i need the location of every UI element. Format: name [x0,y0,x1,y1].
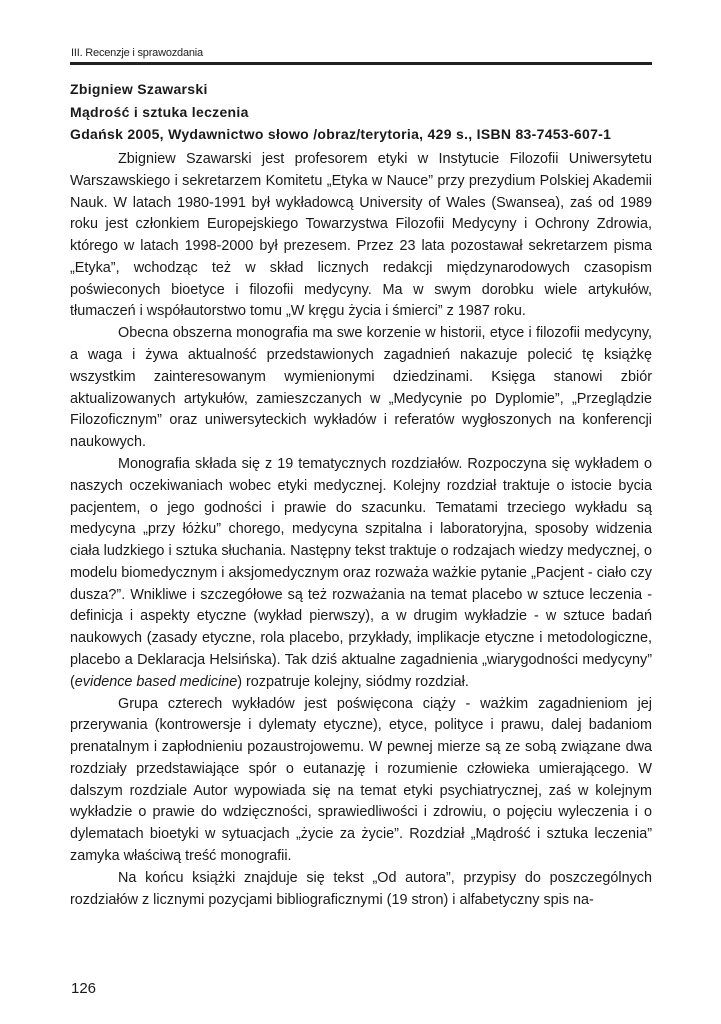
paragraph-chapters-overview [70,454,652,694]
page-number: 126 [71,980,97,997]
running-head: III. Recenzje i sprawozdania [71,47,203,59]
book-title: Mądrość i sztuka leczenia [70,103,249,120]
book-author: Zbigniew Szawarski [70,81,208,97]
paragraph-author-bio: Zbigniew Szawarski jest profesorem etyki w Instytucie Filozofii Uniwersytetu Warszawskiego i sekretarzem Komitetu „Etyka w Nauce” przy prezydium Polskiej Akademii Nauk. W latach 1980-1991 był wykładowcą University of Wales (Swansea), zaś od 1989 roku jest członkiem Europejskiego Towarzystwa Filozofii Medycyny i Ochrony Zdrowia, którego w latach 1998-2000 był prezesem. Przez 23 lata pozostawał sekretarzem pisma „Etyka”, wchodząc też w skład licznych redakcji międzynarodowych czasopism poświeconych bioetyce i filozofii medycyny. Ma w swym dorobku wiele artykułów, tłumaczeń i współautorstwo tomu „W kręgu życia i śmierci” z 1987 roku. [70,151,652,320]
bibliographic-header [70,78,670,146]
paragraph-pregnancy-lectures: Grupa czterech wykładów jest poświęcona ciąży - ważkim zagadnieniom jej przerywania (kontrowersje i dylematy etyczne), etyce, polityce i prawu, dalej badaniom prenatalnym i zapłodnieniu pozaustrojowemu. W pewnej mierze są ze sobą związane dwa rozdziały przedstawiające spór o eutanazję i rozumienie człowieka umierającego. W dalszym rozdziale Autor wypowiada się na temat etyki psychiatrycznej, zaś w kolejnym wykładzie o prawie do wdzięczności, sprawiedliwości i zdrowiu, o pojęciu wyleczenia i o dylematach bioetyki w sytuacjach „życie za życie”. Rozdział „Mądrość i sztuka leczenia” zamyka właściwą treść monografii. [70,695,652,864]
review-body [70,149,652,911]
paragraph-monograph-origins: Obecna obszerna monografia ma swe korzenie w historii, etyce i filozofii medycyny, a waga i żywa aktualność przedstawionych zagadnień nakazuje polecić tę książkę wszystkim zainteresowanym wymienionymi dziedzinami. Księga stanowi zbiór aktualizowanych artykułów, zamieszczanych w „Medycynie po Dyplomie”, „Przeglądzie Filozoficznym” oraz uniwersyteckich wykładów i referatów wygłoszonych na konferencji naukowych. [70,325,652,451]
book-publication-details: Gdańsk 2005, Wydawnictwo słowo /obraz/terytoria, 429 s., ISBN 83-7453-607-1 [70,126,612,142]
paragraph-chapters-text-end: ) rozpatruje kolejny, siódmy rozdział. [237,673,469,690]
header-rule [70,62,652,65]
paragraph-chapters-text: Monografia składa się z 19 tematycznych rozdziałów. Rozpoczyna się wykładem o naszych oczekiwaniach wobec etyki medycznej. Kolejny rozdział traktuje o istocie bycia pacjentem, o jego godności i prawie do szacunku. Tematami trzeciego wykładu są medycyna „przy łóżku” chorego, medycyna szpitalna i laboratoryjna, sposoby widzenia ciała ludzkiego i sztuka słuchania. Następny tekst traktuje o rodzajach wiedzy medycznej, o modelu biomedycznym i aksjomedycznym oraz rozważa ważkie pytanie „Pacjent - ciało czy dusza?”. Wnikliwe i szczegółowe są też rozważania na temat placebo w sztuce leczenia - definicja i aspekty etyczne (wykład pierwszy), a w drugim wykładzie - w sztuce badań naukowych (zasady etyczne, rola placebo, przykłady, implikacje etyczne i metodologiczne, placebo a Deklaracja Helsińska). Tak dziś aktualne zagadnienia „wiarygodności medycyny” ( [70,455,652,690]
italic-term: evidence based medicine [74,673,238,690]
paragraph-book-end: Na końcu książki znajduje się tekst „Od autora”, przypisy do poszczególnych rozdziałów z licznymi pozycjami bibliograficznymi (19 stron) i alfabetyczny spis na- [70,869,652,908]
